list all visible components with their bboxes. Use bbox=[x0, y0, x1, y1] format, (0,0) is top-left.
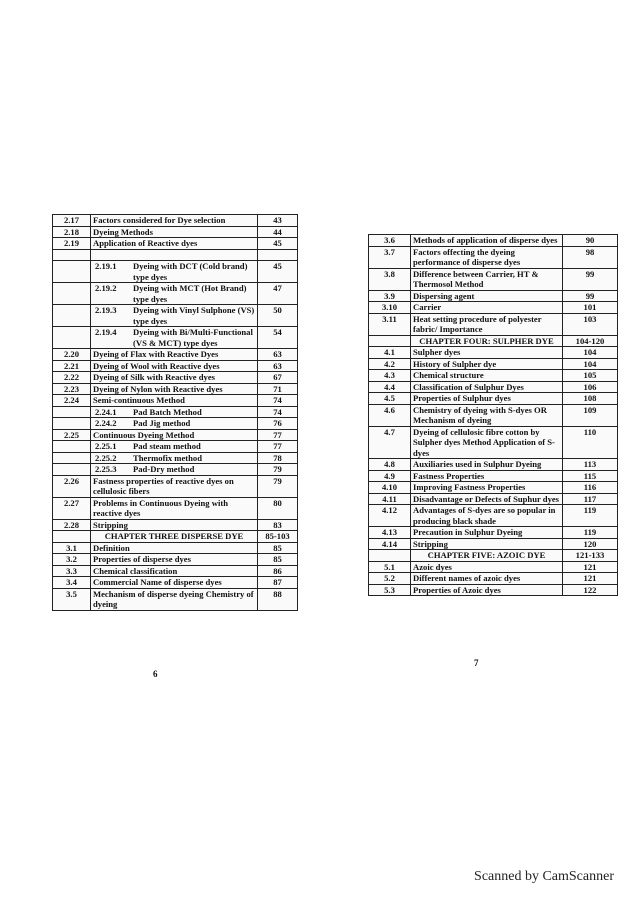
page-ref: 47 bbox=[258, 283, 298, 305]
section-number: 3.10 bbox=[369, 302, 411, 314]
toc-row bbox=[369, 290, 618, 302]
chapter-heading: CHAPTER THREE DISPERSE DYE bbox=[91, 531, 258, 543]
section-number bbox=[53, 261, 91, 283]
section-number: 2.21 bbox=[53, 360, 91, 372]
section-number: 3.9 bbox=[369, 290, 411, 302]
subsection-number: 2.19.2 bbox=[95, 283, 117, 293]
section-number bbox=[53, 464, 91, 476]
section-title: Improving Fastness Properties bbox=[411, 482, 563, 494]
section-title: Dyeing of cellulosic fibre cotton by Sulpher dyes Method Application of S-dyes bbox=[411, 426, 563, 459]
toc-row bbox=[369, 482, 618, 494]
toc-row bbox=[53, 542, 298, 554]
section-number: 2.20 bbox=[53, 349, 91, 361]
page-ref: 121 bbox=[563, 573, 618, 585]
section-title: Definition bbox=[91, 542, 258, 554]
toc-row bbox=[369, 335, 618, 347]
section-number bbox=[53, 249, 91, 261]
section-title: History of Sulpher dye bbox=[411, 358, 563, 370]
section-number: 2.28 bbox=[53, 519, 91, 531]
section-title: Classification of Sulphur Dyes bbox=[411, 381, 563, 393]
section-title bbox=[91, 327, 258, 349]
page-ref: 116 bbox=[563, 482, 618, 494]
page-ref: 99 bbox=[563, 268, 618, 290]
section-title: Carrier bbox=[411, 302, 563, 314]
toc-row bbox=[53, 531, 298, 543]
section-number bbox=[53, 283, 91, 305]
page-ref: 63 bbox=[258, 360, 298, 372]
section-title: Fastness properties of reactive dyes on cellulosic fibers bbox=[91, 475, 258, 497]
toc-row bbox=[369, 550, 618, 562]
section-number: 2.25 bbox=[53, 429, 91, 441]
subsection-title: Dyeing with Bi/Multi-Functional (VS & MCT) type dyes bbox=[133, 327, 253, 348]
toc-row bbox=[53, 305, 298, 327]
page-ref: 45 bbox=[258, 261, 298, 283]
section-title bbox=[91, 406, 258, 418]
section-number: 3.7 bbox=[369, 246, 411, 268]
toc-row bbox=[53, 249, 298, 261]
section-number bbox=[53, 441, 91, 453]
toc-row bbox=[369, 538, 618, 550]
section-number: 4.9 bbox=[369, 470, 411, 482]
page-ref: 104-120 bbox=[563, 335, 618, 347]
section-number: 3.6 bbox=[369, 235, 411, 247]
subsection-title: Pad Batch Method bbox=[133, 406, 202, 417]
section-number: 4.12 bbox=[369, 505, 411, 527]
page-ref: 86 bbox=[258, 565, 298, 577]
page-ref: 104 bbox=[563, 347, 618, 359]
subsection-number: 2.25.1 bbox=[95, 441, 117, 451]
section-number bbox=[53, 418, 91, 430]
section-title: Heat setting procedure of polyester fabric/ Importance bbox=[411, 313, 563, 335]
toc-row bbox=[53, 429, 298, 441]
page-ref: 88 bbox=[258, 588, 298, 610]
section-title: Different names of azoic dyes bbox=[411, 573, 563, 585]
page-ref: 106 bbox=[563, 381, 618, 393]
section-title bbox=[91, 418, 258, 430]
section-title bbox=[91, 249, 258, 261]
subsection-number: 2.25.3 bbox=[95, 464, 117, 474]
left-page bbox=[52, 214, 298, 679]
section-title: Mechanism of disperse dyeing Chemistry of dyeing bbox=[91, 588, 258, 610]
section-number: 3.8 bbox=[369, 268, 411, 290]
section-number: 2.27 bbox=[53, 497, 91, 519]
section-title: Difference between Carrier, HT & Thermosol Method bbox=[411, 268, 563, 290]
toc-row bbox=[369, 347, 618, 359]
toc-row bbox=[53, 283, 298, 305]
section-title: Sulpher dyes bbox=[411, 347, 563, 359]
section-number bbox=[369, 550, 411, 562]
section-title bbox=[91, 452, 258, 464]
page-ref: 79 bbox=[258, 464, 298, 476]
toc-table-left bbox=[52, 214, 298, 611]
page-ref: 121 bbox=[563, 561, 618, 573]
section-number: 4.13 bbox=[369, 527, 411, 539]
toc-row bbox=[53, 554, 298, 566]
subsection-title: Pad Jig method bbox=[133, 418, 191, 428]
section-title: Dispersing agent bbox=[411, 290, 563, 302]
page-ref: 99 bbox=[563, 290, 618, 302]
page-ref: 85 bbox=[258, 542, 298, 554]
toc-row bbox=[369, 493, 618, 505]
section-number: 4.1 bbox=[369, 347, 411, 359]
toc-row bbox=[369, 404, 618, 426]
toc-row bbox=[53, 360, 298, 372]
section-number: 3.3 bbox=[53, 565, 91, 577]
section-title: Dyeing of Wool with Reactive dyes bbox=[91, 360, 258, 372]
section-title: Chemistry of dyeing with S-dyes OR Mechanism of dyeing bbox=[411, 404, 563, 426]
section-title: Problems in Continuous Dyeing with reactive dyes bbox=[91, 497, 258, 519]
page-ref: 98 bbox=[563, 246, 618, 268]
page-ref: 115 bbox=[563, 470, 618, 482]
toc-row bbox=[53, 452, 298, 464]
section-title: Disadvantage or Defects of Suphur dyes bbox=[411, 493, 563, 505]
toc-row bbox=[53, 497, 298, 519]
scanner-watermark: Scanned by CamScanner bbox=[474, 869, 614, 884]
section-title: Dyeing Methods bbox=[91, 226, 258, 238]
page-ref: 78 bbox=[258, 452, 298, 464]
section-title: Commercial Name of disperse dyes bbox=[91, 577, 258, 589]
toc-row bbox=[53, 261, 298, 283]
section-title: Application of Reactive dyes bbox=[91, 238, 258, 250]
subsection-title: Dyeing with Vinyl Sulphone (VS) type dyes bbox=[133, 305, 255, 326]
section-title: Dyeing of Nylon with Reactive dyes bbox=[91, 383, 258, 395]
page-ref: 119 bbox=[563, 505, 618, 527]
page-ref: 121-133 bbox=[563, 550, 618, 562]
toc-row bbox=[53, 565, 298, 577]
toc-row bbox=[369, 505, 618, 527]
page-ref: 103 bbox=[563, 313, 618, 335]
toc-row bbox=[369, 381, 618, 393]
chapter-heading: CHAPTER FIVE: AZOIC DYE bbox=[411, 550, 563, 562]
subsection-number: 2.24.2 bbox=[95, 418, 117, 428]
section-number bbox=[53, 406, 91, 418]
section-number: 2.18 bbox=[53, 226, 91, 238]
page-ref: 67 bbox=[258, 372, 298, 384]
page-ref: 110 bbox=[563, 426, 618, 459]
toc-row bbox=[53, 418, 298, 430]
section-number: 4.5 bbox=[369, 393, 411, 405]
subsection-number: 2.25.2 bbox=[95, 452, 117, 463]
subsection-number: 2.19.3 bbox=[95, 305, 117, 315]
page-ref: 44 bbox=[258, 226, 298, 238]
subsection-number: 2.19.4 bbox=[95, 327, 117, 337]
section-number bbox=[53, 327, 91, 349]
toc-row bbox=[53, 372, 298, 384]
section-title: Methods of application of disperse dyes bbox=[411, 235, 563, 247]
page-ref: 54 bbox=[258, 327, 298, 349]
toc-row bbox=[53, 215, 298, 227]
toc-row bbox=[369, 470, 618, 482]
section-title: Factors considered for Dye selection bbox=[91, 215, 258, 227]
section-number bbox=[369, 335, 411, 347]
toc-row bbox=[53, 475, 298, 497]
section-number: 4.2 bbox=[369, 358, 411, 370]
toc-row bbox=[53, 441, 298, 453]
page-ref bbox=[258, 249, 298, 261]
section-number: 3.4 bbox=[53, 577, 91, 589]
section-number bbox=[53, 305, 91, 327]
page-ref: 101 bbox=[563, 302, 618, 314]
section-number: 5.1 bbox=[369, 561, 411, 573]
toc-row bbox=[53, 519, 298, 531]
page-ref: 90 bbox=[563, 235, 618, 247]
subsection-title: Dyeing with MCT (Hot Brand) type dyes bbox=[133, 283, 247, 304]
section-number: 2.24 bbox=[53, 395, 91, 407]
page-ref: 87 bbox=[258, 577, 298, 589]
toc-row bbox=[53, 464, 298, 476]
section-title: Continuous Dyeing Method bbox=[91, 429, 258, 441]
subsection-number: 2.24.1 bbox=[95, 406, 117, 417]
section-number: 2.17 bbox=[53, 215, 91, 227]
toc-row bbox=[53, 588, 298, 610]
section-number: 3.1 bbox=[53, 542, 91, 554]
section-number bbox=[53, 452, 91, 464]
page-ref: 50 bbox=[258, 305, 298, 327]
subsection-number: 2.19.1 bbox=[95, 261, 117, 271]
section-title: Chemical structure bbox=[411, 370, 563, 382]
section-number: 4.10 bbox=[369, 482, 411, 494]
page-ref: 113 bbox=[563, 459, 618, 471]
section-title bbox=[91, 283, 258, 305]
toc-row bbox=[369, 393, 618, 405]
toc-row bbox=[53, 349, 298, 361]
page-number-right: 7 bbox=[474, 658, 479, 668]
toc-row bbox=[369, 459, 618, 471]
section-number: 4.8 bbox=[369, 459, 411, 471]
section-number: 2.22 bbox=[53, 372, 91, 384]
toc-row bbox=[369, 358, 618, 370]
toc-row bbox=[369, 561, 618, 573]
section-title: Precaution in Sulphur Dyeing bbox=[411, 527, 563, 539]
page-ref: 117 bbox=[563, 493, 618, 505]
section-title bbox=[91, 261, 258, 283]
section-title: Properties of Sulphur dyes bbox=[411, 393, 563, 405]
page-ref: 77 bbox=[258, 441, 298, 453]
section-number: 4.7 bbox=[369, 426, 411, 459]
section-number: 3.5 bbox=[53, 588, 91, 610]
page-ref: 43 bbox=[258, 215, 298, 227]
page-ref: 122 bbox=[563, 584, 618, 596]
section-title: Stripping bbox=[91, 519, 258, 531]
section-number: 4.14 bbox=[369, 538, 411, 550]
section-number: 4.6 bbox=[369, 404, 411, 426]
page-ref: 108 bbox=[563, 393, 618, 405]
page-ref: 104 bbox=[563, 358, 618, 370]
page-ref: 85 bbox=[258, 554, 298, 566]
toc-row bbox=[53, 226, 298, 238]
toc-row bbox=[369, 584, 618, 596]
toc-row bbox=[369, 268, 618, 290]
section-title: Factors offecting the dyeing performance of disperse dyes bbox=[411, 246, 563, 268]
subsection-title: Pad-Dry method bbox=[133, 464, 195, 474]
section-number: 2.26 bbox=[53, 475, 91, 497]
section-title: Azoic dyes bbox=[411, 561, 563, 573]
toc-row bbox=[369, 246, 618, 268]
page-ref: 85-103 bbox=[258, 531, 298, 543]
page-ref: 63 bbox=[258, 349, 298, 361]
section-title: Dyeing of Flax with Reactive Dyes bbox=[91, 349, 258, 361]
page-ref: 74 bbox=[258, 406, 298, 418]
toc-row bbox=[53, 406, 298, 418]
section-number: 3.2 bbox=[53, 554, 91, 566]
section-title: Properties of Azoic dyes bbox=[411, 584, 563, 596]
page-ref: 76 bbox=[258, 418, 298, 430]
section-title: Fastness Properties bbox=[411, 470, 563, 482]
toc-row bbox=[369, 527, 618, 539]
subsection-title: Thermofix method bbox=[133, 452, 202, 463]
section-number: 5.3 bbox=[369, 584, 411, 596]
section-title: Auxiliaries used in Sulphur Dyeing bbox=[411, 459, 563, 471]
section-number: 4.4 bbox=[369, 381, 411, 393]
section-number: 5.2 bbox=[369, 573, 411, 585]
section-title: Stripping bbox=[411, 538, 563, 550]
page-ref: 119 bbox=[563, 527, 618, 539]
section-title: Semi-continuous Method bbox=[91, 395, 258, 407]
page-ref: 79 bbox=[258, 475, 298, 497]
section-title bbox=[91, 441, 258, 453]
page-number-left: 6 bbox=[153, 669, 158, 679]
section-title bbox=[91, 305, 258, 327]
page-ref: 80 bbox=[258, 497, 298, 519]
section-title: Advantages of S-dyes are so popular in producing black shade bbox=[411, 505, 563, 527]
section-title: Dyeing of Silk with Reactive dyes bbox=[91, 372, 258, 384]
toc-row bbox=[369, 370, 618, 382]
page-ref: 45 bbox=[258, 238, 298, 250]
toc-row bbox=[369, 573, 618, 585]
page-ref: 74 bbox=[258, 395, 298, 407]
right-page bbox=[368, 234, 618, 668]
toc-table-right bbox=[368, 234, 618, 596]
toc-row bbox=[53, 327, 298, 349]
section-title bbox=[91, 464, 258, 476]
page-ref: 120 bbox=[563, 538, 618, 550]
page-ref: 109 bbox=[563, 404, 618, 426]
page-ref: 105 bbox=[563, 370, 618, 382]
toc-row bbox=[53, 238, 298, 250]
chapter-heading: CHAPTER FOUR: SULPHER DYE bbox=[411, 335, 563, 347]
section-number bbox=[53, 531, 91, 543]
section-title: Properties of disperse dyes bbox=[91, 554, 258, 566]
toc-row bbox=[369, 313, 618, 335]
subsection-title: Pad steam method bbox=[133, 441, 201, 451]
subsection-title: Dyeing with DCT (Cold brand) type dyes bbox=[133, 261, 248, 282]
section-title: Chemical classification bbox=[91, 565, 258, 577]
page-ref: 71 bbox=[258, 383, 298, 395]
section-number: 3.11 bbox=[369, 313, 411, 335]
section-number: 4.11 bbox=[369, 493, 411, 505]
toc-row bbox=[53, 383, 298, 395]
section-number: 4.3 bbox=[369, 370, 411, 382]
section-number: 2.23 bbox=[53, 383, 91, 395]
toc-row bbox=[53, 577, 298, 589]
section-number: 2.19 bbox=[53, 238, 91, 250]
toc-row bbox=[369, 426, 618, 459]
toc-row bbox=[369, 302, 618, 314]
toc-row bbox=[53, 395, 298, 407]
page-ref: 77 bbox=[258, 429, 298, 441]
page-ref: 83 bbox=[258, 519, 298, 531]
toc-row bbox=[369, 235, 618, 247]
